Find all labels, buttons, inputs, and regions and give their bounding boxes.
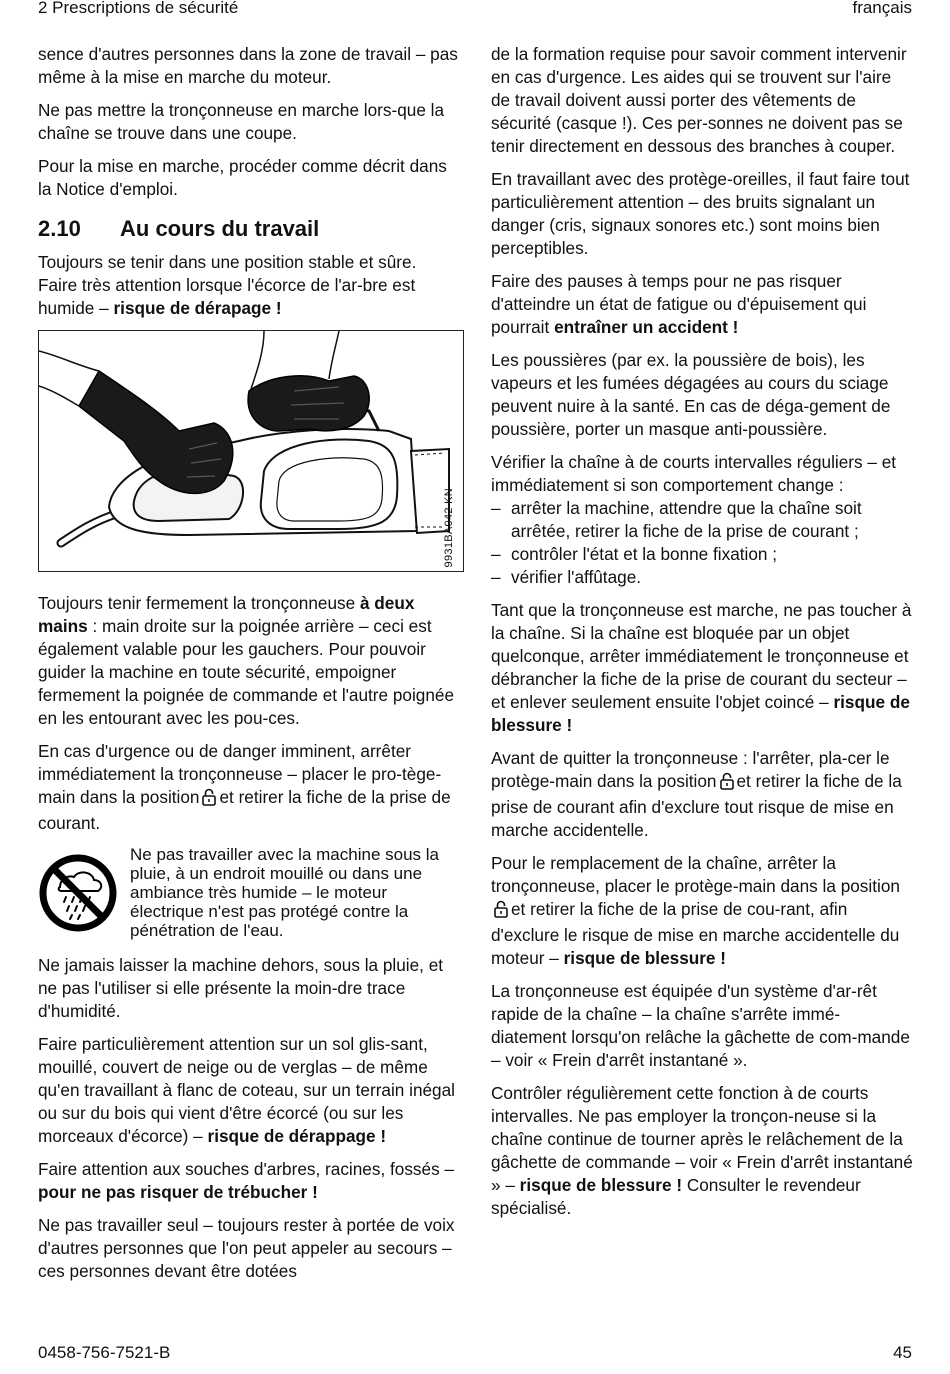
footer-doc-number: 0458-756-7521-B: [38, 1343, 171, 1362]
warning-emphasis: entraîner un accident !: [554, 317, 739, 337]
paragraph: Vérifier la chaîne à de courts intervalles réguliers – et immédiatement si son comportement change :: [491, 452, 897, 495]
header-section: 2 Prescriptions de sécurité: [38, 0, 239, 17]
paragraph: Avant de quitter la tronçonneuse : l'arrêter, pla-cer le protège-main dans la position et retirer la fiche de la prise de courant afin d'exclure tout risque de mise en marche accidentelle.: [491, 748, 902, 840]
paragraph: Ne pas travailler seul – toujours rester à portée de voix d'autres personnes que l'on peut appeler au secours – ces personnes devant être dotées: [38, 1215, 455, 1281]
paragraph: Toujours se tenir dans une position stable et sûre. Faire très attention lorsque l'écorce de l'ar-bre est humide – risque de dérapage !: [38, 252, 417, 318]
section-heading: [38, 215, 460, 243]
figure-code: 9931BA042 KN: [443, 487, 455, 567]
emphasis: à deux mains: [38, 593, 415, 636]
section-title: Au cours du travail: [120, 216, 320, 241]
paragraph: Tant que la tronçonneuse est marche, ne pas toucher à la chaîne. Si la chaîne est bloquée par un objet quelconque, arrêter immédiatement le tronçonneuse et débrancher la fiche de la prise de courant du secteur – et enlever seulement ensuite l'objet coincé – risque de blessure !: [491, 600, 912, 735]
section-number: 2.10: [38, 216, 81, 241]
paragraph: Ne pas mettre la tronçonneuse en marche lors-que la chaîne se trouve dans une coupe.: [38, 100, 445, 143]
paragraph: Ne jamais laisser la machine dehors, sous la pluie, et ne pas l'utiliser si elle présente la moin-dre trace d'humidité.: [38, 955, 444, 1021]
paragraph: Les poussières (par ex. la poussière de bois), les vapeurs et les fumées dégagées au cours du sciage peuvent nuire à la santé. En cas de déga-gement de poussière, porter un masque anti-poussière.: [491, 350, 891, 439]
paragraph: Pour la mise en marche, procéder comme décrit dans la Notice d'emploi.: [38, 156, 447, 199]
paragraph: En cas d'urgence ou de danger imminent, arrêter immédiatement la tronçonneuse – placer le pro-tège-main dans la position et retirer la fiche de la prise de courant.: [38, 741, 451, 833]
padlock-icon: [494, 900, 508, 924]
paragraph: Toujours tenir fermement la tronçonneuse à deux mains : main droite sur la poignée arrière – ceci est également valable pour les gauchers. Pour pouvoir guider la machine en toute sécurité, empoigner fermement la poignée de commande et l'autre poignée en les entourant avec les pou-ces.: [38, 593, 455, 728]
paragraph: sence d'autres personnes dans la zone de travail – pas même à la mise en marche du moteur.: [38, 44, 458, 87]
rain-warning: [38, 845, 460, 940]
no-rain-icon: [38, 853, 118, 933]
left-column: [38, 43, 460, 1293]
paragraph: Faire particulièrement attention sur un sol glis-sant, mouillé, couvert de neige ou de verglas – de même qu'en travaillant à flanc de coteau, sur un terrain inégal ou sur du bois qui vient d'être écorcé (ou sur les morceaux d'écorce) – risque de dérappage !: [38, 1034, 455, 1146]
warning-emphasis: risque de blessure !: [491, 692, 910, 735]
warning-text: Ne pas travailler avec la machine sous la pluie, à un endroit mouillé ou dans une ambiance très humide – le moteur électrique n'est pas protégé contre la pénétration de l'eau.: [130, 845, 439, 940]
list-item: – vérifier l'affûtage.: [491, 566, 913, 589]
chainsaw-hands-illustration: [38, 330, 464, 572]
paragraph: Faire des pauses à temps pour ne pas risquer d'atteindre un état de fatigue ou d'épuisement qui pourrait entraîner un accident !: [491, 271, 867, 337]
gloved-hands-chainsaw-icon: [39, 331, 463, 571]
warning-emphasis: risque de dérappage !: [207, 1126, 387, 1146]
paragraph: Pour le remplacement de la chaîne, arrêter la tronçonneuse, placer le protège-main dans la positionet retirer la fiche de la prise de cou-rant, afin d'exclure le risque de mise en marche accidentelle du moteur – risque de blessure !: [491, 853, 900, 968]
padlock-icon: [202, 788, 216, 812]
paragraph: En travaillant avec des protège-oreilles, il faut faire tout particulièrement attention – des bruits signalant un danger (cris, signaux sonores etc.) sont moins bien perceptibles.: [491, 169, 910, 258]
paragraph: La tronçonneuse est équipée d'un système d'ar-rêt rapide de la chaîne – la chaîne s'arrête immé-diatement lorsqu'on relâche la gâchette de com-mande – voir « Frein d'arrêt instantané ».: [491, 981, 910, 1070]
paragraph: de la formation requise pour savoir comment intervenir en cas d'urgence. Les aides qui se trouvent sur l'aire de travail doivent aussi porter des vêtements de sécurité (casque !). Ces per-sonnes ne doivent pas se tenir directement en dessous des branches à couper.: [491, 44, 907, 156]
list-item: – arrêter la machine, attendre que la chaîne soit arrêtée, retirer la fiche de la prise de courant ;: [491, 497, 913, 543]
right-column: [491, 43, 913, 1230]
warning-emphasis: risque de blessure !: [519, 1175, 683, 1195]
list-item: – contrôler l'état et la bonne fixation ;: [491, 543, 913, 566]
footer-page-number: 45: [893, 1343, 912, 1362]
warning-emphasis: risque de dérapage !: [113, 298, 282, 318]
check-list: [491, 497, 913, 589]
header-language: français: [852, 0, 912, 17]
warning-emphasis: pour ne pas risquer de trébucher !: [38, 1182, 318, 1202]
paragraph: Contrôler régulièrement cette fonction à de courts intervalles. Ne pas employer la tronçon-neuse si la chaîne continue de tourner après le relâchement de la gâchette de commande – voir « Frein d'arrêt instantané » – risque de blessure ! Consulter le revendeur spécialisé.: [491, 1083, 913, 1218]
paragraph: Faire attention aux souches d'arbres, racines, fossés – pour ne pas risquer de trébucher !: [38, 1159, 454, 1202]
padlock-icon: [720, 772, 734, 796]
warning-emphasis: risque de blessure !: [563, 948, 726, 968]
